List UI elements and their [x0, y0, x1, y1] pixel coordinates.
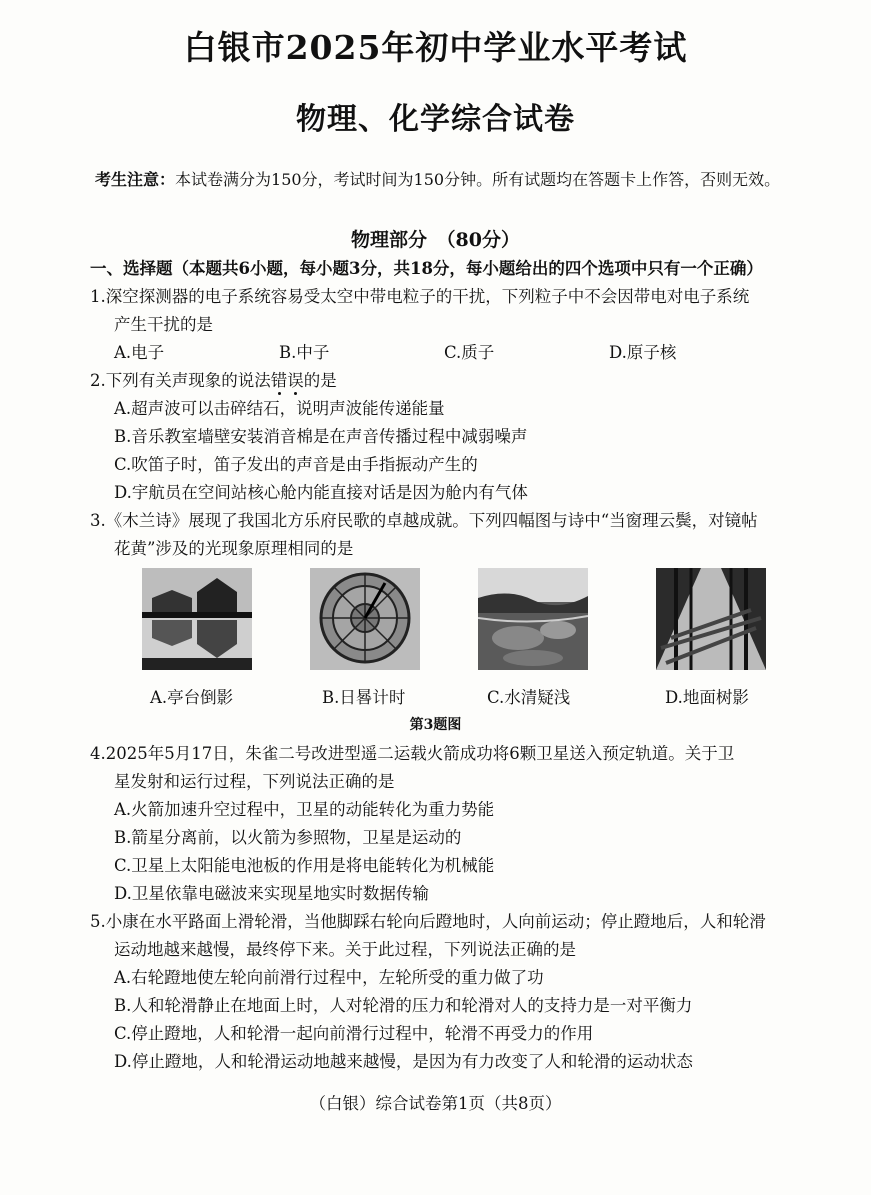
section-title: 物理部分 （80分） [351, 229, 520, 251]
q2-option-b: B.音乐教室墙壁安装消音棉是在声音传播过程中减弱噪声 [114, 427, 528, 446]
q5-stem-line-1: 5.小康在水平路面上滑轮滑，当他脚踩右轮向后蹬地时，人向前运动；停止蹬地后，人和轮滑 [90, 912, 766, 931]
clear-water-image [478, 568, 588, 670]
tree-shadow-image [656, 568, 766, 670]
question-5 [90, 908, 821, 1076]
q2-stem [90, 367, 821, 395]
question-2 [90, 367, 821, 507]
notice-label: 考生注意： [95, 170, 176, 189]
q3-figure-caption: 第3题图 [409, 717, 462, 733]
q3-stem-line-1: 3.《木兰诗》展现了我国北方乐府民歌的卓越成就。下列四幅图与诗中“当窗理云鬓，对镜帖 [90, 511, 758, 530]
question-3 [90, 507, 821, 563]
q4-option-c: C.卫星上太阳能电池板的作用是将电能转化为机械能 [114, 856, 495, 875]
q2-stem-part-b: 的是 [303, 371, 337, 390]
q1-option-c: C.质子 [444, 343, 495, 362]
q2-stem-part-a: 2.下列有关声现象的说法 [90, 371, 271, 390]
page-footer: （白银）综合试卷第1页（共8页） [309, 1094, 562, 1113]
q1-stem-line-2: 产生干扰的是 [114, 315, 213, 334]
q3-stem-line-2: 花黄”涉及的光现象原理相同的是 [114, 539, 354, 558]
sundial-image [310, 568, 420, 670]
caption-a: A.亭台倒影 [150, 688, 234, 707]
q3-figures [140, 568, 780, 672]
q5-option-b: B.人和轮滑静止在地面上时，人对轮滑的压力和轮滑对人的支持力是一对平衡力 [114, 996, 693, 1015]
pavilion-reflection-image [142, 568, 252, 670]
q2-emphasis-2: 误 [287, 371, 304, 390]
q1-option-d: D.原子核 [609, 343, 677, 362]
questions-block-2 [90, 740, 821, 1076]
q2-emphasis-1: 错 [270, 371, 288, 390]
caption-d: D.地面树影 [665, 688, 749, 707]
q4-stem-line-2: 星发射和运行过程，下列说法正确的是 [114, 772, 395, 791]
q5-option-a: A.右轮蹬地使左轮向前滑行过程中，左轮所受的重力做了功 [114, 968, 544, 987]
q5-option-c: C.停止蹬地，人和轮滑一起向前滑行过程中，轮滑不再受力的作用 [114, 1024, 594, 1043]
q4-option-d: D.卫星依靠电磁波来实现星地实时数据传输 [114, 884, 429, 903]
notice-text: 本试卷满分为150分，考试时间为150分钟。所有试题均在答题卡上作答，否则无效。 [175, 170, 781, 189]
q1-option-a: A.电子 [114, 343, 165, 362]
q1-stem-line-1: 1.深空探测器的电子系统容易受太空中带电粒子的干扰，下列粒子中不会因带电对电子系统 [90, 287, 750, 306]
question-1 [90, 283, 821, 367]
q2-option-c: C.吹笛子时，笛子发出的声音是由手指振动产生的 [114, 455, 478, 474]
questions-block-1 [90, 255, 821, 563]
q4-stem-line-1: 4.2025年5月17日，朱雀二号改进型遥二运载火箭成功将6颗卫星送入预定轨道。关于卫 [90, 744, 735, 763]
q5-stem-line-2: 运动地越来越慢，最终停下来。关于此过程，下列说法正确的是 [114, 940, 576, 959]
section-heading: 一、选择题（本题共6小题，每小题3分，共18分，每小题给出的四个选项中只有一个正确） [90, 259, 763, 278]
q5-option-d: D.停止蹬地，人和轮滑运动地越来越慢，是因为有力改变了人和轮滑的运动状态 [114, 1052, 693, 1071]
q1-options [90, 339, 821, 367]
exam-title: 白银市2025年初中学业水平考试 [183, 28, 688, 67]
q2-option-a: A.超声波可以击碎结石，说明声波能传递能量 [114, 399, 445, 418]
exam-subtitle: 物理、化学综合试卷 [296, 102, 575, 137]
caption-b: B.日晷计时 [322, 688, 406, 707]
question-4 [90, 740, 821, 908]
q4-option-a: A.火箭加速升空过程中，卫星的动能转化为重力势能 [114, 800, 495, 819]
caption-c: C.水清疑浅 [487, 688, 571, 707]
q4-option-b: B.箭星分离前，以火箭为参照物，卫星是运动的 [114, 828, 462, 847]
q2-option-d: D.宇航员在空间站核心舱内能直接对话是因为舱内有气体 [114, 483, 528, 502]
candidate-notice [95, 167, 780, 190]
q1-option-b: B.中子 [279, 343, 330, 362]
